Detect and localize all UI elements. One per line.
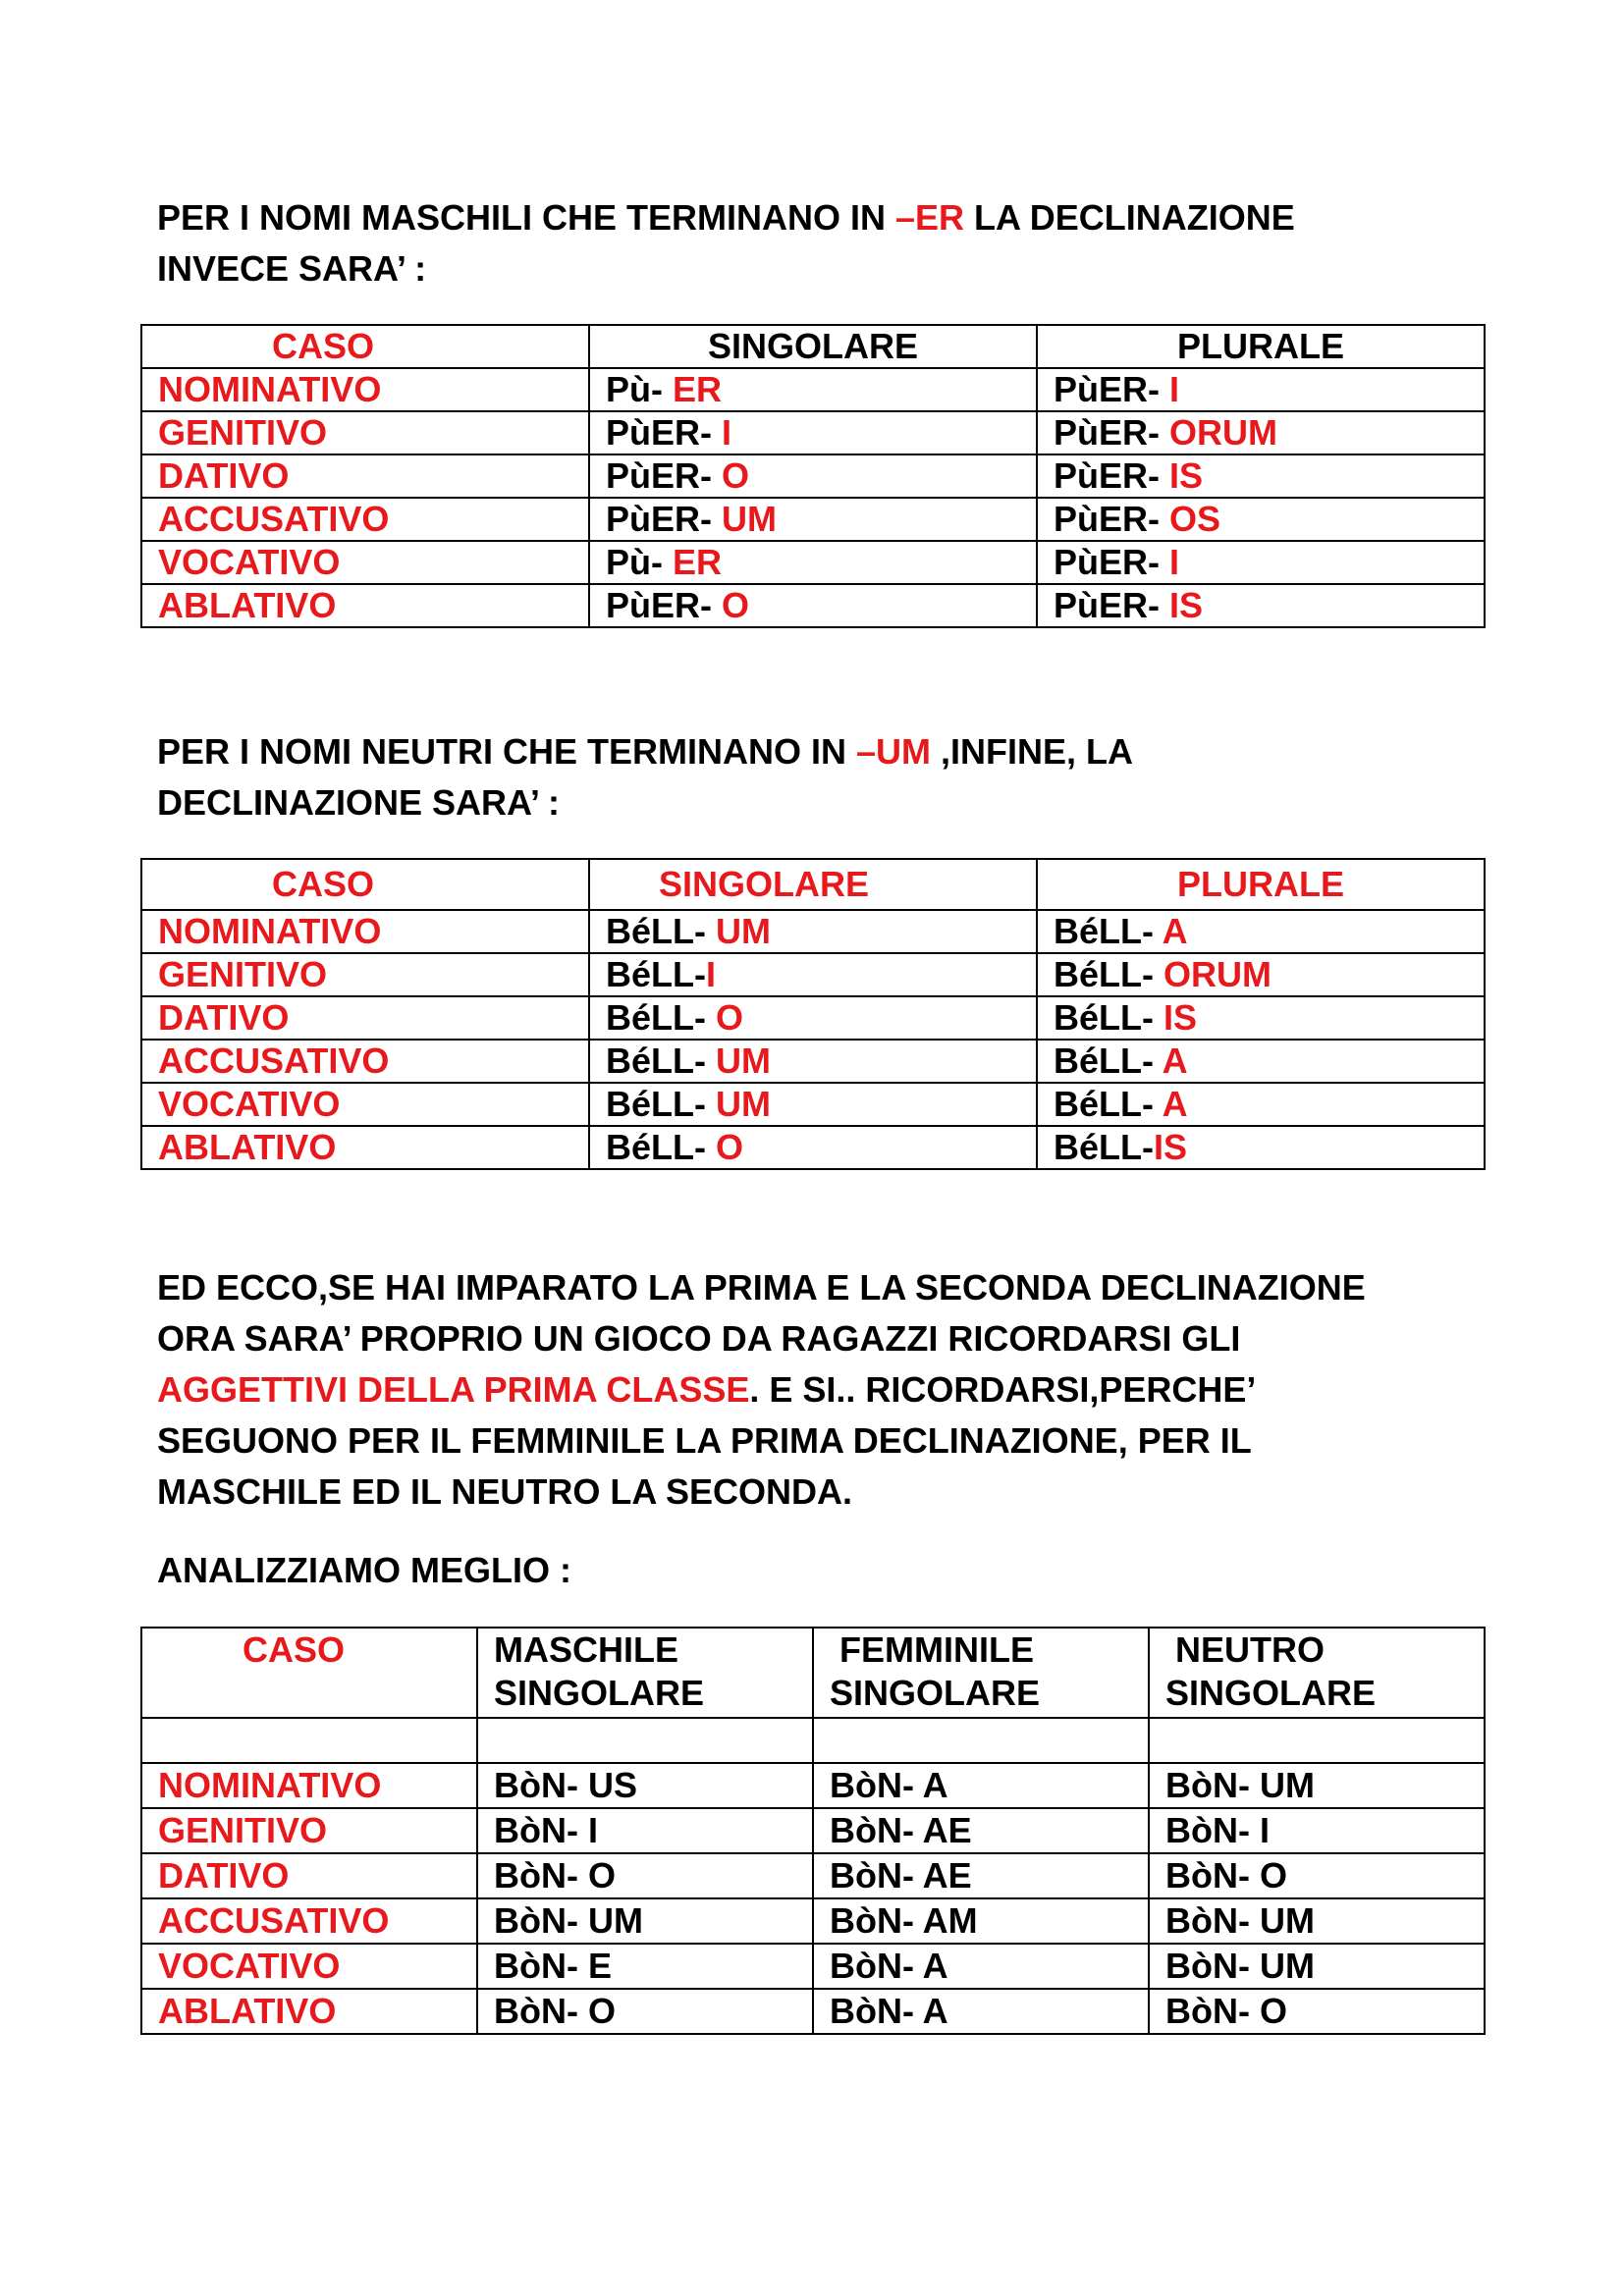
singolare-cell (589, 411, 1037, 454)
stem: PùER- (606, 499, 723, 539)
ending: I (1169, 369, 1180, 409)
table-row (141, 454, 1485, 498)
ending: O (722, 455, 750, 496)
stem: BéLL- (1054, 1127, 1154, 1167)
ending: UM (722, 499, 778, 539)
header-singolare: SINGOLARE (589, 859, 1037, 910)
stem: BéLL- (606, 911, 716, 951)
table-row (141, 1898, 1485, 1944)
header-caso: CASO (141, 325, 589, 368)
femminile-cell: BòN- A (813, 1763, 1149, 1808)
singolare-cell (589, 541, 1037, 584)
ending: UM (716, 911, 771, 951)
ending: I (706, 954, 717, 994)
stem: PùER- (606, 585, 723, 625)
plurale-cell (1037, 584, 1485, 627)
stem: PùER- (1054, 412, 1170, 453)
para-line-2: ORA SARA’ PROPRIO UN GIOCO DA RAGAZZI RICORDARSI GLI (157, 1318, 1241, 1359)
ending: IS (1163, 997, 1198, 1038)
header-singolare: SINGOLARE (589, 325, 1037, 368)
table-row (141, 1126, 1485, 1169)
plurale-cell (1037, 1126, 1485, 1169)
plurale-cell (1037, 996, 1485, 1040)
intro-er-paragraph (157, 192, 1295, 294)
table-row (141, 498, 1485, 541)
caso-cell: GENITIVO (141, 1808, 477, 1853)
femminile-cell: BòN- AE (813, 1808, 1149, 1853)
intro-er-text-after: LA DECLINAZIONE (964, 197, 1295, 238)
caso-cell: VOCATIVO (141, 541, 589, 584)
header-femminile-line2: SINGOLARE (830, 1673, 1041, 1713)
neutro-cell: BòN- O (1149, 1989, 1485, 2034)
caso-cell: ABLATIVO (141, 1126, 589, 1169)
caso-cell: NOMINATIVO (141, 368, 589, 411)
header-neutro (1149, 1628, 1485, 1718)
table-row (141, 910, 1485, 953)
header-caso: CASO (141, 1628, 477, 1718)
caso-cell: NOMINATIVO (141, 1763, 477, 1808)
caso-cell: ABLATIVO (141, 1989, 477, 2034)
caso-cell: ACCUSATIVO (141, 498, 589, 541)
plurale-cell (1037, 1040, 1485, 1083)
para-line-4: SEGUONO PER IL FEMMINILE LA PRIMA DECLINAZIONE, PER IL (157, 1420, 1252, 1461)
singolare-cell (589, 996, 1037, 1040)
table-row (141, 1989, 1485, 2034)
table-row (141, 1763, 1485, 1808)
caso-cell: DATIVO (141, 454, 589, 498)
stem: BéLL- (1054, 911, 1163, 951)
header-femminile-line1: FEMMINILE (830, 1629, 1034, 1670)
ending: ER (673, 542, 723, 582)
analizziamo-text: ANALIZZIAMO MEGLIO : (157, 1550, 571, 1590)
empty-cell (813, 1718, 1149, 1763)
plurale-cell (1037, 498, 1485, 541)
table-row (141, 411, 1485, 454)
header-caso: CASO (141, 859, 589, 910)
intro-um-line2: DECLINAZIONE SARA’ : (157, 782, 561, 823)
stem: PùER- (1054, 585, 1170, 625)
caso-cell: DATIVO (141, 1853, 477, 1898)
maschile-cell: BòN- UM (477, 1898, 813, 1944)
table-row (141, 996, 1485, 1040)
stem: BéLL- (1054, 1041, 1163, 1081)
ending: UM (716, 1041, 771, 1081)
table-row (141, 1040, 1485, 1083)
header-maschile (477, 1628, 813, 1718)
ending: A (1162, 1041, 1188, 1081)
femminile-cell: BòN- AM (813, 1898, 1149, 1944)
table-row (141, 541, 1485, 584)
caso-cell: VOCATIVO (141, 1944, 477, 1989)
declension-um-table (140, 858, 1486, 1170)
stem: Pù- (606, 542, 673, 582)
ending: ORUM (1169, 412, 1278, 453)
ending: A (1162, 911, 1188, 951)
table-header-row (141, 325, 1485, 368)
stem: PùER- (1054, 455, 1170, 496)
plurale-cell (1037, 411, 1485, 454)
stem: PùER- (1054, 499, 1170, 539)
para-line-1: ED ECCO,SE HAI IMPARATO LA PRIMA E LA SECONDA DECLINAZIONE (157, 1267, 1366, 1308)
singolare-cell (589, 1040, 1037, 1083)
neutro-cell: BòN- UM (1149, 1763, 1485, 1808)
ending: O (722, 585, 750, 625)
caso-cell: DATIVO (141, 996, 589, 1040)
aggettivi-paragraph (157, 1262, 1366, 1518)
plurale-cell (1037, 1083, 1485, 1126)
stem: PùER- (606, 455, 723, 496)
ending: ER (673, 369, 723, 409)
singolare-cell (589, 1083, 1037, 1126)
stem: BéLL- (606, 1041, 716, 1081)
ending: IS (1154, 1127, 1188, 1167)
neutro-cell: BòN- O (1149, 1853, 1485, 1898)
table-row (141, 1083, 1485, 1126)
analizziamo-heading (157, 1545, 571, 1596)
empty-cell (1149, 1718, 1485, 1763)
empty-row (141, 1718, 1485, 1763)
singolare-cell (589, 368, 1037, 411)
header-maschile-line1: MASCHILE (494, 1629, 678, 1670)
femminile-cell: BòN- A (813, 1944, 1149, 1989)
stem: PùER- (1054, 542, 1170, 582)
stem: BéLL- (1054, 997, 1163, 1038)
ending: IS (1169, 585, 1204, 625)
intro-um-text: PER I NOMI NEUTRI CHE TERMINANO IN (157, 731, 857, 772)
maschile-cell: BòN- I (477, 1808, 813, 1853)
table-header-row (141, 1628, 1485, 1718)
stem: Pù- (606, 369, 673, 409)
caso-cell: NOMINATIVO (141, 910, 589, 953)
para-line-3: . E SI.. RICORDARSI,PERCHE’ (749, 1369, 1257, 1410)
stem: BéLL- (606, 954, 706, 994)
intro-er-suffix: –ER (895, 197, 965, 238)
header-plurale: PLURALE (1037, 325, 1485, 368)
table-row (141, 584, 1485, 627)
singolare-cell (589, 1126, 1037, 1169)
header-plurale: PLURALE (1037, 859, 1485, 910)
singolare-cell (589, 454, 1037, 498)
singolare-cell (589, 953, 1037, 996)
header-femminile (813, 1628, 1149, 1718)
stem: PùER- (606, 412, 723, 453)
ending: I (1169, 542, 1180, 582)
empty-cell (141, 1718, 477, 1763)
table-row (141, 368, 1485, 411)
ending: UM (716, 1084, 771, 1124)
singolare-cell (589, 584, 1037, 627)
caso-cell: VOCATIVO (141, 1083, 589, 1126)
plurale-cell (1037, 953, 1485, 996)
plurale-cell (1037, 541, 1485, 584)
intro-um-paragraph (157, 726, 1133, 828)
stem: BéLL- (1054, 1084, 1163, 1124)
ending: OS (1169, 499, 1221, 539)
caso-cell: GENITIVO (141, 953, 589, 996)
ending: IS (1169, 455, 1204, 496)
neutro-cell: BòN- UM (1149, 1898, 1485, 1944)
ending: ORUM (1163, 954, 1271, 994)
maschile-cell: BòN- E (477, 1944, 813, 1989)
stem: BéLL- (606, 1127, 716, 1167)
ending: A (1162, 1084, 1188, 1124)
header-maschile-line2: SINGOLARE (494, 1673, 705, 1713)
header-neutro-line2: SINGOLARE (1165, 1673, 1377, 1713)
intro-um-text-after: ,INFINE, LA (931, 731, 1134, 772)
femminile-cell: BòN- AE (813, 1853, 1149, 1898)
caso-cell: ABLATIVO (141, 584, 589, 627)
para-highlight: AGGETTIVI DELLA PRIMA CLASSE (157, 1369, 750, 1410)
singolare-cell (589, 910, 1037, 953)
plurale-cell (1037, 454, 1485, 498)
aggettivi-table (140, 1627, 1486, 2035)
intro-er-text: PER I NOMI MASCHILI CHE TERMINANO IN (157, 197, 896, 238)
table-row (141, 1944, 1485, 1989)
ending: O (716, 1127, 744, 1167)
intro-er-line2: INVECE SARA’ : (157, 248, 427, 289)
maschile-cell: BòN- O (477, 1853, 813, 1898)
table-row (141, 1808, 1485, 1853)
neutro-cell: BòN- I (1149, 1808, 1485, 1853)
declension-er-table (140, 324, 1486, 628)
stem: BéLL- (606, 997, 716, 1038)
ending: I (722, 412, 732, 453)
header-neutro-line1: NEUTRO (1165, 1629, 1325, 1670)
intro-um-suffix: –UM (856, 731, 932, 772)
singolare-cell (589, 498, 1037, 541)
table-header-row (141, 859, 1485, 910)
stem: PùER- (1054, 369, 1170, 409)
table-row (141, 953, 1485, 996)
stem: BéLL- (1054, 954, 1163, 994)
empty-cell (477, 1718, 813, 1763)
caso-cell: ACCUSATIVO (141, 1040, 589, 1083)
plurale-cell (1037, 910, 1485, 953)
femminile-cell: BòN- A (813, 1989, 1149, 2034)
maschile-cell: BòN- O (477, 1989, 813, 2034)
caso-cell: ACCUSATIVO (141, 1898, 477, 1944)
para-line-5: MASCHILE ED IL NEUTRO LA SECONDA. (157, 1471, 853, 1512)
caso-cell: GENITIVO (141, 411, 589, 454)
ending: O (716, 997, 744, 1038)
maschile-cell: BòN- US (477, 1763, 813, 1808)
stem: BéLL- (606, 1084, 716, 1124)
plurale-cell (1037, 368, 1485, 411)
table-row (141, 1853, 1485, 1898)
neutro-cell: BòN- UM (1149, 1944, 1485, 1989)
